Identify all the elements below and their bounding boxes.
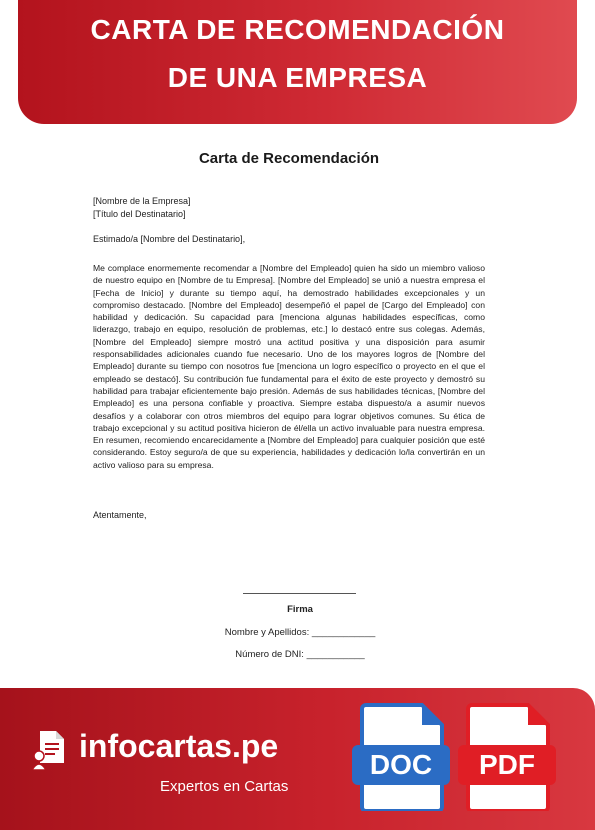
document-title: Carta de Recomendación (198, 150, 380, 167)
company-block (93, 195, 191, 221)
brand-tagline: Expertos en Cartas (160, 778, 289, 795)
pdf-label: PDF (458, 745, 556, 785)
banner-title-line1: CARTA DE RECOMENDACIÓN (90, 14, 505, 45)
greeting: Estimado/a [Nombre del Destinatario], (93, 234, 246, 244)
signature-line (243, 593, 356, 594)
brand-name: infocartas.pe (79, 728, 279, 764)
closing: Atentamente, (93, 510, 147, 520)
doc-label: DOC (352, 745, 450, 785)
document-person-icon (32, 730, 68, 770)
dni-field: Número de DNI: ___________ (235, 649, 365, 660)
letter-body: Me complace enormemente recomendar a [Nombre del Empleado] quien ha sido un miembro valioso de nuestro equipo en [Nombre de tu Empresa]. [Nombre del Empleado] se unió a nuestra empresa el [Fecha de Inicio] y durante su tiempo aquí, ha demostrado habilidades excepcionales y un compromiso destacado. [Nombre del Empleado] desempeñó el papel de [Cargo del Empleado] con habilidad y dedicación. Su capacidad para [menciona algunas habilidades específicas, como liderazgo, trabajo en equipo, resolución de problemas, etc.] lo destacó entre sus colegas. Además, [Nombre del Empleado] siempre mostró una actitud positiva y una disposición para asumir responsabilidades adicionales cuando fue necesario. Uno de los mayores logros de [Nombre del Empleado] durante su tiempo con nosotros fue [menciona un logro específico o proyecto en el que el empleado se destacó]. Su contribución fue fundamental para el éxito de este proyecto y demostró su habilidad para trabajar eficientemente bajo presión. Además de sus habilidades técnicas, [Nombre del Empleado] es una persona confiable y proactiva. Siempre estaba dispuesto/a a asumir nuevos desafíos y a colaborar con otros miembros del equipo para lograr objetivos comunes. Su ética de trabajo excepcional y su actitud positiva hicieron de él/ella un activo invaluable para nuestra empresa. En resumen, recomiendo encarecidamente a [Nombre del Empleado] para cualquier posición que esté considerando. Estoy seguro/a de que su experiencia, habilidades y dedicación lo/la convertirán en un activo valioso para su empresa. (93, 263, 485, 470)
header-banner (18, 0, 577, 124)
footer-banner (0, 688, 595, 830)
signature-label: Firma (287, 604, 313, 615)
recipient-title: [Título del Destinatario] (93, 209, 186, 219)
letter-document (93, 150, 485, 660)
banner-title-line2: DE UNA EMPRESA (167, 62, 428, 93)
name-field: Nombre y Apellidos: ____________ (224, 627, 376, 638)
doc-file-icon[interactable] (360, 703, 446, 811)
pdf-file-icon[interactable] (466, 703, 552, 811)
company-name: [Nombre de la Empresa] (93, 196, 191, 206)
